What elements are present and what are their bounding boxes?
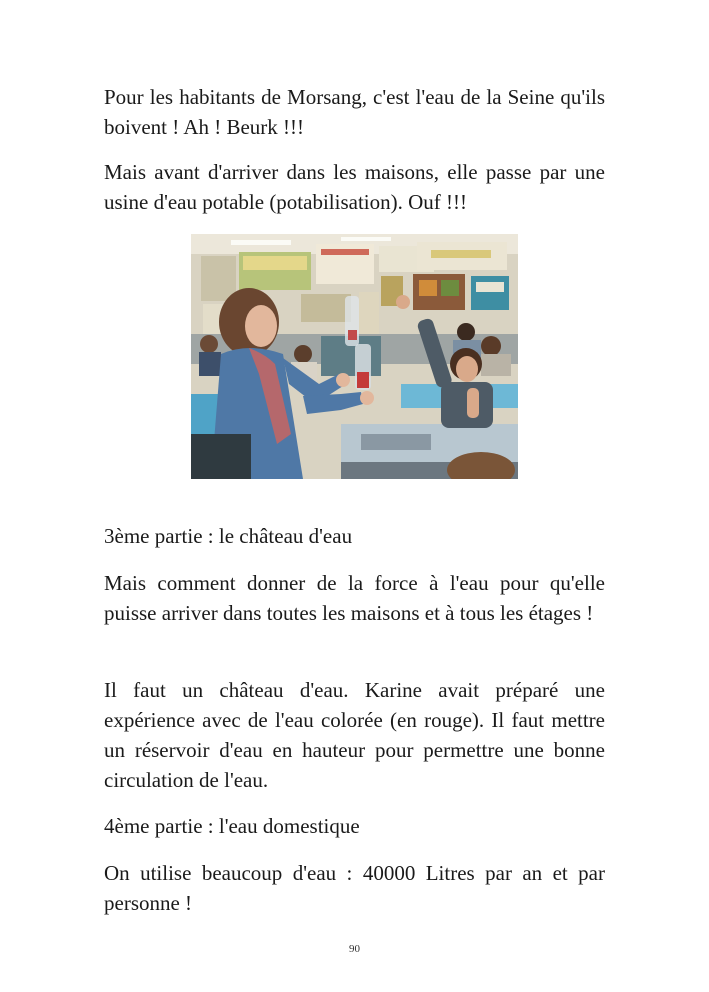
- paragraph-experiment: Il faut un château d'eau. Karine avait préparé une expérience avec de l'eau colorée (en rouge). Il faut mettre un réservoir d'eau en hauteur pour permettre une bonne circulation de l'eau.: [104, 678, 605, 792]
- paragraph-treatment-plant: Mais avant d'arriver dans les maisons, elle passe par une usine d'eau potable (potabilisation). Ouf !!!: [104, 160, 605, 214]
- paragraph-water-force: Mais comment donner de la force à l'eau pour qu'elle puisse arriver dans toutes les maisons et à tous les étages !: [104, 571, 605, 625]
- paragraph-water-usage: On utilise beaucoup d'eau : 40000 Litres par an et par personne !: [104, 861, 605, 915]
- page-number: 90: [349, 943, 360, 955]
- classroom-photo: [191, 234, 518, 479]
- section-heading-water-tower: 3ème partie : le château d'eau: [104, 524, 353, 548]
- section-heading-domestic-water: 4ème partie : l'eau domestique: [104, 814, 360, 838]
- paragraph-seine-water: Pour les habitants de Morsang, c'est l'eau de la Seine qu'ils boivent ! Ah ! Beurk !!!: [104, 85, 605, 139]
